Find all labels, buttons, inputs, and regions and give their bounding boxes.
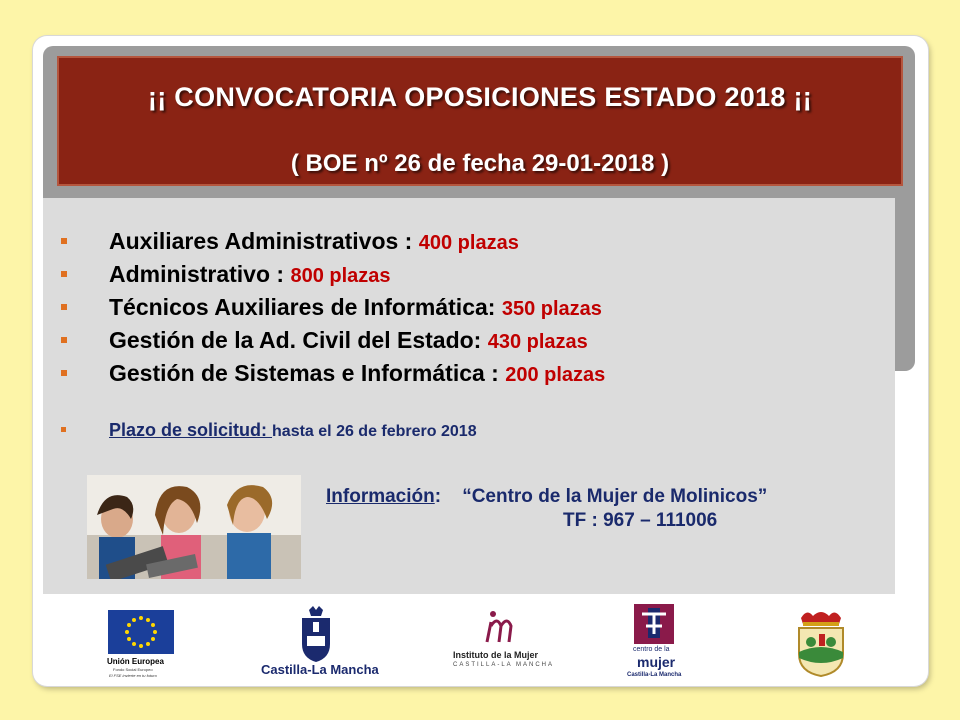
list-item xyxy=(61,360,605,393)
centro-name1: centro de la xyxy=(633,646,670,653)
info-colon: : xyxy=(434,486,442,507)
info-block xyxy=(326,486,926,532)
bullet-square-icon xyxy=(61,271,67,277)
position-name: Gestión de Sistemas e Informática : xyxy=(109,360,506,386)
bullet-square-icon xyxy=(61,304,67,310)
list-item xyxy=(61,261,605,294)
eu-sub1: Fondo Social Europeo xyxy=(113,667,153,672)
title-banner xyxy=(57,56,903,186)
coat-of-arms-icon xyxy=(793,608,849,678)
position-name: Técnicos Auxiliares de Informática: xyxy=(109,294,502,320)
position-name: Administrativo : xyxy=(109,261,291,287)
instituto-logo xyxy=(451,608,561,678)
info-center: “Centro de la Mujer de Molinicos” xyxy=(462,486,768,507)
bullet-square-icon xyxy=(61,238,67,244)
eu-name: Unión Europea xyxy=(107,657,164,666)
bullet-square-icon xyxy=(61,427,66,432)
bullet-square-icon xyxy=(61,337,67,343)
eu-flag-icon xyxy=(108,610,174,654)
page-subtitle: ( BOE nº 26 de fecha 29-01-2018 ) xyxy=(290,150,670,177)
clm-logo xyxy=(261,606,379,682)
eu-logo xyxy=(101,610,181,680)
deadline-note xyxy=(61,420,477,441)
position-name: Gestión de la Ad. Civil del Estado: xyxy=(109,327,488,353)
position-places: 430 plazas xyxy=(487,331,588,353)
position-places: 400 plazas xyxy=(418,232,519,254)
bullet-square-icon xyxy=(61,370,67,376)
info-phone: TF : 967 – 111006 xyxy=(563,510,718,531)
positions-list xyxy=(61,228,605,393)
deadline-value: hasta el 26 de febrero 2018 xyxy=(272,423,477,440)
eu-sub2: El FSE invierte en tu futuro xyxy=(109,673,157,678)
info-label: Información xyxy=(326,486,435,507)
centro-logo xyxy=(623,604,685,682)
students-illustration xyxy=(87,475,301,579)
students-photo xyxy=(87,475,301,579)
position-places: 350 plazas xyxy=(501,298,602,320)
position-places: 200 plazas xyxy=(505,364,606,386)
clm-name: Castilla-La Mancha xyxy=(261,662,379,677)
deadline-label: Plazo de solicitud: xyxy=(109,420,273,440)
page-title: ¡¡ CONVOCATORIA OPOSICIONES ESTADO 2018 ¡¡ xyxy=(147,82,813,112)
instituto-name: Instituto de la Mujer xyxy=(453,650,539,660)
instituto-mark-icon xyxy=(481,608,525,646)
centro-name2: mujer xyxy=(637,654,676,670)
list-item xyxy=(61,228,605,261)
position-name: Auxiliares Administrativos : xyxy=(109,228,419,254)
clm-shield-icon xyxy=(299,606,333,662)
instituto-sub: CASTILLA-LA MANCHA xyxy=(453,662,555,668)
list-item xyxy=(61,294,605,327)
centro-sub: Castilla-La Mancha xyxy=(627,672,682,678)
poster-card xyxy=(33,36,928,686)
position-places: 800 plazas xyxy=(290,265,391,287)
list-item xyxy=(61,327,605,360)
centro-mark-icon xyxy=(634,604,674,644)
municipal-coat-of-arms xyxy=(793,608,849,680)
content-panel xyxy=(43,198,895,594)
logos-strip xyxy=(33,602,928,686)
